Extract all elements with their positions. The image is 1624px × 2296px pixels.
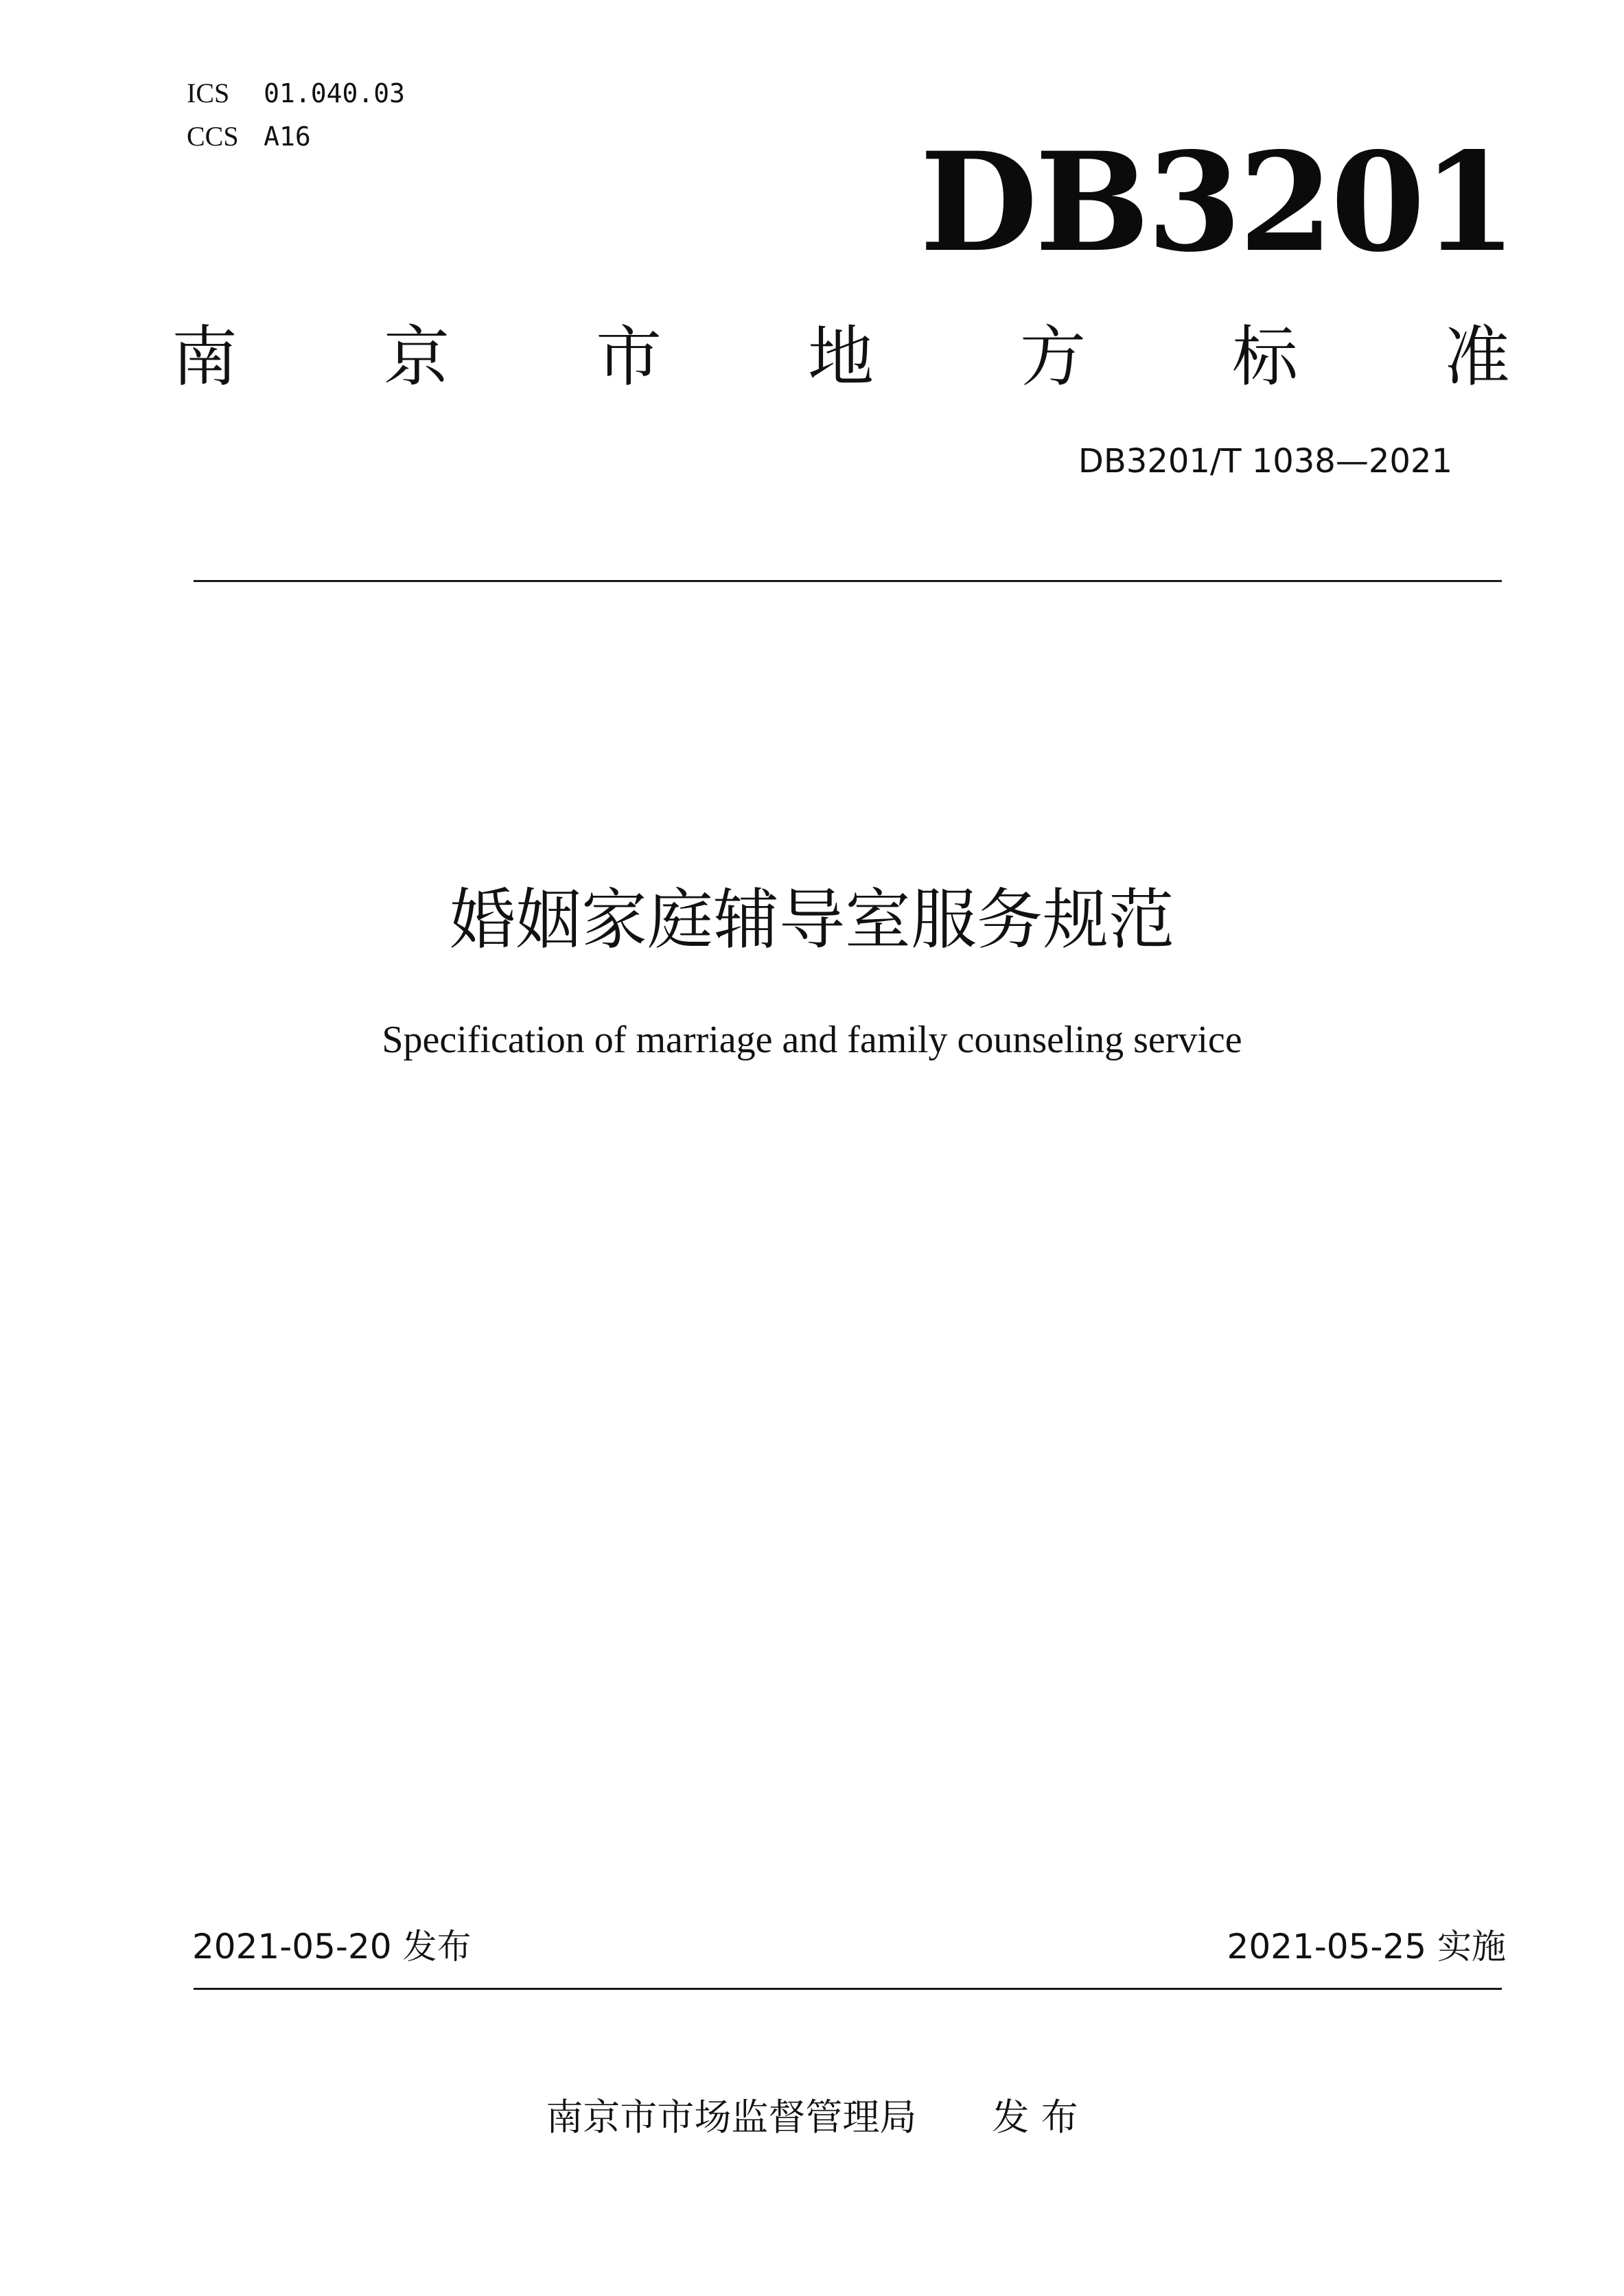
- standard-type-char: 京: [384, 318, 450, 395]
- issue-date: 2021-05-20 发布: [192, 1927, 472, 1967]
- standard-type-char: 标: [1232, 318, 1298, 395]
- publisher-action: 发 布: [992, 2096, 1078, 2139]
- standard-type-char: 方: [1020, 318, 1086, 395]
- title-chinese: 婚姻家庭辅导室服务规范: [450, 881, 1174, 958]
- title-english: Specification of marriage and family counseling service: [382, 1019, 1242, 1061]
- footer-divider: [194, 1988, 1502, 1990]
- publisher-line: [0, 2094, 1624, 2142]
- ics-row: [187, 77, 405, 110]
- ccs-code: A16: [264, 121, 311, 152]
- ccs-row: [187, 120, 311, 153]
- header-divider: [194, 580, 1502, 582]
- standard-type-char: 地: [808, 318, 874, 395]
- publisher-name: 南京市市场监督管理局: [546, 2096, 917, 2139]
- standard-type-char: 南: [172, 318, 237, 395]
- standard-type-char: 市: [596, 318, 662, 395]
- effective-date: 2021-05-25 实施: [1227, 1927, 1506, 1967]
- ics-label: ICS: [187, 78, 230, 108]
- standard-number: DB3201/T 1038—2021: [1078, 442, 1452, 480]
- standard-type-char: 准: [1444, 318, 1510, 395]
- standard-type-heading: [172, 312, 1510, 402]
- db-logo: DB3201: [920, 122, 1515, 282]
- ccs-label: CCS: [187, 121, 239, 152]
- ics-code: 01.040.03: [264, 78, 405, 108]
